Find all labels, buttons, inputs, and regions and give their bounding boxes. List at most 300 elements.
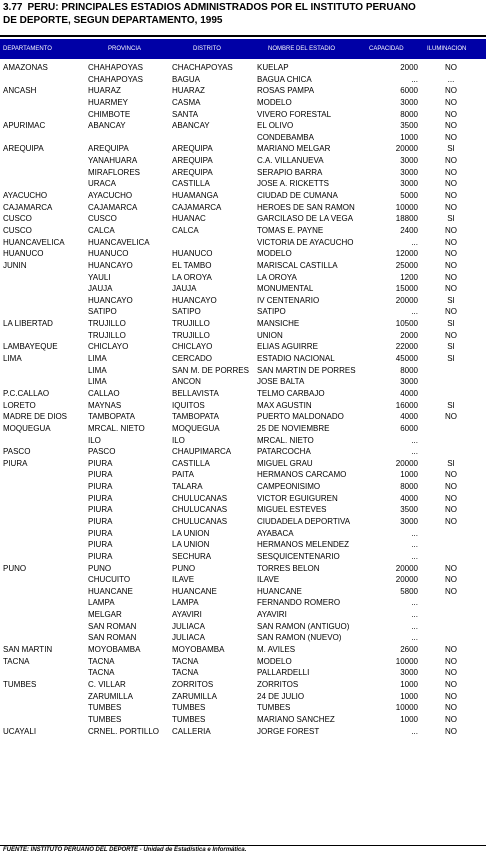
table-row (0, 190, 486, 202)
iluminacion-cell: NO (445, 575, 457, 585)
provincia-cell: SATIPO (88, 307, 117, 317)
table-row (0, 644, 486, 656)
departamento-cell: LAMBAYEQUE (3, 342, 58, 352)
departamento-cell: HUANCAVELICA (3, 237, 65, 247)
table-row (0, 597, 486, 609)
provincia-cell: PUNO (88, 563, 112, 573)
capacidad-cell: 1200 (400, 272, 418, 282)
provincia-cell: CUSCO (88, 214, 117, 224)
distrito-cell: ZORRITOS (172, 679, 214, 689)
provincia-cell: PASCO (88, 447, 116, 457)
estadio-cell: MONUMENTAL (257, 284, 314, 294)
iluminacion-cell: NO (445, 563, 457, 573)
iluminacion-cell: NO (445, 516, 457, 526)
capacidad-cell: ... (411, 74, 418, 84)
table-row (0, 74, 486, 86)
distrito-cell: TUMBES (172, 714, 206, 724)
distrito-cell: BELLAVISTA (172, 388, 219, 398)
departamento-cell: LA LIBERTAD (3, 319, 53, 329)
estadio-cell: CAMPEONISIMO (257, 482, 321, 492)
estadio-cell: SESQUICENTENARIO (257, 551, 340, 561)
capacidad-cell: 10000 (395, 703, 418, 713)
iluminacion-cell: NO (445, 505, 457, 515)
distrito-cell: ABANCAY (172, 121, 210, 131)
distrito-cell: AYAVIRI (172, 610, 202, 620)
provincia-cell: HUANCAYO (88, 295, 133, 305)
capacidad-cell: ... (411, 610, 418, 620)
estadio-cell: ELIAS AGUIRRE (257, 342, 318, 352)
provincia-cell: MOYOBAMBA (88, 645, 141, 655)
capacidad-cell: 4000 (400, 412, 418, 422)
table-row (0, 481, 486, 493)
provincia-cell: AYACUCHO (88, 191, 133, 201)
distrito-cell: PUNO (172, 563, 196, 573)
header-capacidad: CAPACIDAD (369, 46, 404, 52)
iluminacion-cell: NO (445, 586, 457, 596)
departamento-cell: UCAYALI (3, 726, 37, 736)
departamento-cell: LORETO (3, 400, 36, 410)
distrito-cell: PAITA (172, 470, 194, 480)
capacidad-cell: 3000 (400, 97, 418, 107)
provincia-cell: HUANCAYO (88, 260, 133, 270)
provincia-cell: CAJAMARCA (88, 202, 138, 212)
provincia-cell: TRUJILLO (88, 319, 126, 329)
estadio-cell: SERAPIO BARRA (257, 167, 323, 177)
distrito-cell: TRUJILLO (172, 330, 210, 340)
provincia-cell: HUANCANE (88, 586, 133, 596)
capacidad-cell: 8000 (400, 109, 418, 119)
distrito-cell: HUAMANGA (172, 191, 219, 201)
table-row (0, 132, 486, 144)
distrito-cell: EL TAMBO (172, 260, 212, 270)
table-title (3, 1, 483, 27)
iluminacion-cell: NO (445, 714, 457, 724)
distrito-cell: LA UNION (172, 540, 210, 550)
iluminacion-cell: NO (445, 132, 457, 142)
distrito-cell: CAJAMARCA (172, 202, 222, 212)
distrito-cell: JULIACA (172, 633, 205, 643)
provincia-cell: MELGAR (88, 610, 122, 620)
provincia-cell: HUARAZ (88, 86, 121, 96)
iluminacion-cell: NO (445, 97, 457, 107)
capacidad-cell: 20000 (395, 458, 418, 468)
table-row (0, 306, 486, 318)
capacidad-cell: 4000 (400, 493, 418, 503)
estadio-cell: MIGUEL ESTEVES (257, 505, 327, 515)
table-row (0, 551, 486, 563)
distrito-cell: AREQUIPA (172, 144, 213, 154)
estadio-cell: PATARCOCHA (257, 447, 311, 457)
provincia-cell: SAN ROMAN (88, 621, 137, 631)
title-line-2: DE DEPORTE, SEGUN DEPARTAMENTO, 1995 (3, 15, 223, 26)
provincia-cell: HUANUCO (88, 249, 129, 259)
distrito-cell: CHULUCANAS (172, 516, 228, 526)
distrito-cell: TALARA (172, 482, 203, 492)
distrito-cell: SATIPO (172, 307, 201, 317)
table-row (0, 62, 486, 74)
iluminacion-cell: NO (445, 645, 457, 655)
distrito-cell: HUARAZ (172, 86, 205, 96)
table-row (0, 341, 486, 353)
iluminacion-cell: NO (445, 202, 457, 212)
iluminacion-cell: SI (447, 342, 455, 352)
iluminacion-cell: SI (447, 400, 455, 410)
estadio-cell: PALLARDELLI (257, 668, 310, 678)
iluminacion-cell: NO (445, 412, 457, 422)
distrito-cell: HUANUCO (172, 249, 213, 259)
departamento-cell: MOQUEGUA (3, 423, 51, 433)
iluminacion-cell: NO (445, 284, 457, 294)
estadio-cell: LA OROYA (257, 272, 297, 282)
distrito-cell: TACNA (172, 668, 199, 678)
estadio-cell: CONDEBAMBA (257, 132, 314, 142)
distrito-cell: CERCADO (172, 354, 213, 364)
header-departamento: DEPARTAMENTO (3, 46, 52, 52)
table-row (0, 388, 486, 400)
provincia-cell: PIURA (88, 470, 113, 480)
estadio-cell: MAX AGUSTIN (257, 400, 312, 410)
provincia-cell: ZARUMILLA (88, 691, 133, 701)
departamento-cell: TACNA (3, 656, 30, 666)
provincia-cell: TACNA (88, 656, 115, 666)
provincia-cell: LAMPA (88, 598, 115, 608)
header-provincia: PROVINCIA (108, 46, 142, 52)
table-row (0, 586, 486, 598)
table-row (0, 237, 486, 249)
capacidad-cell: 12000 (395, 249, 418, 259)
iluminacion-cell: NO (445, 167, 457, 177)
table-row (0, 504, 486, 516)
iluminacion-cell: SI (447, 214, 455, 224)
distrito-cell: CALCA (172, 225, 199, 235)
iluminacion-cell: SI (447, 319, 455, 329)
estadio-cell: VIVERO FORESTAL (257, 109, 332, 119)
capacidad-cell: 5800 (400, 586, 418, 596)
provincia-cell: ABANCAY (88, 121, 126, 131)
capacidad-cell: 20000 (395, 575, 418, 585)
bottom-rule (0, 845, 486, 846)
iluminacion-cell: SI (447, 295, 455, 305)
distrito-cell: CHULUCANAS (172, 505, 228, 515)
provincia-cell: CHICLAYO (88, 342, 129, 352)
capacidad-cell: 3000 (400, 179, 418, 189)
capacidad-cell: 1000 (400, 691, 418, 701)
distrito-cell: MOYOBAMBA (172, 645, 225, 655)
distrito-cell: ILO (172, 435, 185, 445)
table-row (0, 109, 486, 121)
departamento-cell: CUSCO (3, 214, 32, 224)
table-row (0, 563, 486, 575)
distrito-cell: CHICLAYO (172, 342, 213, 352)
capacidad-cell: 1000 (400, 714, 418, 724)
distrito-cell: CASTILLA (172, 458, 210, 468)
estadio-cell: SAN RAMON (NUEVO) (257, 633, 342, 643)
distrito-cell: SANTA (172, 109, 199, 119)
estadio-cell: C.A. VILLANUEVA (257, 156, 324, 166)
estadio-cell: MARIANO SANCHEZ (257, 714, 335, 724)
iluminacion-cell: NO (445, 272, 457, 282)
capacidad-cell: 8000 (400, 482, 418, 492)
estadio-cell: MANSICHE (257, 319, 300, 329)
iluminacion-cell: SI (447, 354, 455, 364)
header-iluminacion: ILUMINACION (427, 46, 467, 52)
table-row (0, 446, 486, 458)
estadio-cell: TUMBES (257, 703, 291, 713)
iluminacion-cell: NO (445, 493, 457, 503)
estadio-cell: MIGUEL GRAU (257, 458, 313, 468)
capacidad-cell: 2400 (400, 225, 418, 235)
table-row (0, 632, 486, 644)
estadio-cell: MODELO (257, 97, 292, 107)
distrito-cell: LA UNION (172, 528, 210, 538)
estadio-cell: SAN MARTIN DE PORRES (257, 365, 356, 375)
capacidad-cell: ... (411, 540, 418, 550)
distrito-cell: CHAUPIMARCA (172, 447, 232, 457)
capacidad-cell: 2000 (400, 330, 418, 340)
iluminacion-cell: NO (445, 330, 457, 340)
capacidad-cell: 4000 (400, 388, 418, 398)
capacidad-cell: ... (411, 551, 418, 561)
provincia-cell: AREQUIPA (88, 144, 129, 154)
iluminacion-cell: NO (445, 703, 457, 713)
provincia-cell: CHIMBOTE (88, 109, 131, 119)
capacidad-cell: 2600 (400, 645, 418, 655)
distrito-cell: LAMPA (172, 598, 199, 608)
capacidad-cell: 16000 (395, 400, 418, 410)
table-row (0, 318, 486, 330)
departamento-cell: AMAZONAS (3, 63, 48, 72)
estadio-cell: IV CENTENARIO (257, 295, 320, 305)
table-row (0, 225, 486, 237)
departamento-cell: PIURA (3, 458, 28, 468)
estadio-cell: JOSE BALTA (257, 377, 305, 387)
distrito-cell: TAMBOPATA (172, 412, 219, 422)
table-row (0, 213, 486, 225)
capacidad-cell: ... (411, 598, 418, 608)
capacidad-cell: ... (411, 447, 418, 457)
capacidad-cell: ... (411, 237, 418, 247)
estadio-cell: TOMAS E. PAYNE (257, 225, 324, 235)
capacidad-cell: 3000 (400, 156, 418, 166)
table-row (0, 656, 486, 668)
provincia-cell: MRCAL. NIETO (88, 423, 145, 433)
source-footnote: FUENTE: INSTITUTO PERUANO DEL DEPORTE - Unidad de Estadística e Informática. (3, 847, 247, 853)
distrito-cell: ZARUMILLA (172, 691, 217, 701)
iluminacion-cell: NO (445, 156, 457, 166)
provincia-cell: CHAHAPOYAS (88, 74, 143, 84)
distrito-cell: JAUJA (172, 284, 197, 294)
table-row (0, 155, 486, 167)
departamento-cell: JUNIN (3, 260, 27, 270)
capacidad-cell: 20000 (395, 563, 418, 573)
capacidad-cell: ... (411, 621, 418, 631)
provincia-cell: CHUCUITO (88, 575, 131, 585)
provincia-cell: TUMBES (88, 714, 122, 724)
capacidad-cell: 15000 (395, 284, 418, 294)
table-row (0, 97, 486, 109)
capacidad-cell: 25000 (395, 260, 418, 270)
provincia-cell: PIURA (88, 540, 113, 550)
estadio-cell: SAN RAMON (ANTIGUO) (257, 621, 350, 631)
departamento-cell: MADRE DE DIOS (3, 412, 68, 422)
capacidad-cell: 20000 (395, 144, 418, 154)
table-row (0, 702, 486, 714)
capacidad-cell: 18800 (395, 214, 418, 224)
estadio-cell: CIUDADELA DEPORTIVA (257, 516, 351, 526)
estadio-cell: MODELO (257, 249, 292, 259)
capacidad-cell: 10000 (395, 656, 418, 666)
iluminacion-cell: NO (445, 121, 457, 131)
iluminacion-cell: NO (445, 225, 457, 235)
table-number: 3.77 (3, 2, 23, 13)
capacidad-cell: 3000 (400, 516, 418, 526)
provincia-cell: TAMBOPATA (88, 412, 135, 422)
iluminacion-cell: NO (445, 237, 457, 247)
capacidad-cell: 3500 (400, 121, 418, 131)
table-row (0, 120, 486, 132)
provincia-cell: JAUJA (88, 284, 113, 294)
provincia-cell: MAYNAS (88, 400, 122, 410)
table-row (0, 469, 486, 481)
estadio-cell: MARISCAL CASTILLA (257, 260, 338, 270)
distrito-cell: MOQUEGUA (172, 423, 220, 433)
capacidad-cell: ... (411, 528, 418, 538)
departamento-cell: PUNO (3, 563, 27, 573)
table-row (0, 435, 486, 447)
title-line-1: PERU: PRINCIPALES ESTADIOS ADMINISTRADOS POR EL INSTITUTO PERUANO (27, 2, 416, 13)
distrito-cell: IQUITOS (172, 400, 205, 410)
iluminacion-cell: NO (445, 470, 457, 480)
estadio-cell: HEROES DE SAN RAMON (257, 202, 355, 212)
capacidad-cell: 1000 (400, 470, 418, 480)
capacidad-cell: 5000 (400, 191, 418, 201)
table-row (0, 691, 486, 703)
distrito-cell: SECHURA (172, 551, 212, 561)
estadio-cell: MODELO (257, 656, 292, 666)
estadio-cell: ESTADIO NACIONAL (257, 354, 335, 364)
table-header (0, 39, 486, 59)
distrito-cell: ILAVE (172, 575, 195, 585)
departamento-cell: SAN MARTIN (3, 645, 53, 655)
table-row (0, 621, 486, 633)
iluminacion-cell: NO (445, 63, 457, 72)
table-body (0, 62, 486, 737)
table-row (0, 679, 486, 691)
estadio-cell: JORGE FOREST (257, 726, 320, 736)
capacidad-cell: 10500 (395, 319, 418, 329)
provincia-cell: URACA (88, 179, 117, 189)
provincia-cell: PIURA (88, 493, 113, 503)
estadio-cell: GARCILASO DE LA VEGA (257, 214, 354, 224)
estadio-cell: BAGUA CHICA (257, 74, 312, 84)
estadio-cell: HUANCANE (257, 586, 302, 596)
estadio-cell: ILAVE (257, 575, 280, 585)
iluminacion-cell: NO (445, 691, 457, 701)
table-row (0, 295, 486, 307)
estadio-cell: HERMANOS MELENDEZ (257, 540, 350, 550)
distrito-cell: TUMBES (172, 703, 206, 713)
departamento-cell: LIMA (3, 354, 22, 364)
estadio-cell: VICTOR EGUIGUREN (257, 493, 338, 503)
provincia-cell: PIURA (88, 458, 113, 468)
capacidad-cell: ... (411, 726, 418, 736)
iluminacion-cell: NO (445, 482, 457, 492)
capacidad-cell: 3000 (400, 668, 418, 678)
distrito-cell: TACNA (172, 656, 199, 666)
provincia-cell: CALLAO (88, 388, 120, 398)
table-row (0, 574, 486, 586)
departamento-cell: AYACUCHO (3, 191, 48, 201)
departamento-cell: HUANUCO (3, 249, 44, 259)
provincia-cell: TRUJILLO (88, 330, 126, 340)
estadio-cell: EL OLIVO (257, 121, 294, 131)
provincia-cell: HUANCAVELICA (88, 237, 150, 247)
iluminacion-cell: NO (445, 656, 457, 666)
distrito-cell: CHULUCANAS (172, 493, 228, 503)
distrito-cell: HUANCAYO (172, 295, 217, 305)
capacidad-cell: 6000 (400, 423, 418, 433)
capacidad-cell: 3500 (400, 505, 418, 515)
provincia-cell: LIMA (88, 365, 107, 375)
capacidad-cell: 1000 (400, 679, 418, 689)
estadio-cell: TORRES BELON (257, 563, 320, 573)
provincia-cell: LIMA (88, 377, 107, 387)
departamento-cell: CUSCO (3, 225, 32, 235)
top-rule (0, 35, 486, 37)
distrito-cell: AREQUIPA (172, 156, 213, 166)
provincia-cell: MIRAFLORES (88, 167, 141, 177)
capacidad-cell: 1000 (400, 132, 418, 142)
distrito-cell: JULIACA (172, 621, 205, 631)
estadio-cell: JOSE A. RICKETTS (257, 179, 330, 189)
provincia-cell: PIURA (88, 482, 113, 492)
estadio-cell: VICTORIA DE AYACUCHO (257, 237, 354, 247)
capacidad-cell: ... (411, 435, 418, 445)
departamento-cell: APURIMAC (3, 121, 46, 131)
distrito-cell: AREQUIPA (172, 167, 213, 177)
distrito-cell: CALLERIA (172, 726, 211, 736)
estadio-cell: CIUDAD DE CUMANA (257, 191, 338, 201)
distrito-cell: LA OROYA (172, 272, 212, 282)
distrito-cell: CASMA (172, 97, 201, 107)
estadio-cell: PUERTO MALDONADO (257, 412, 344, 422)
estadio-cell: AYABACA (257, 528, 294, 538)
capacidad-cell: ... (411, 633, 418, 643)
capacidad-cell: 6000 (400, 86, 418, 96)
table-row (0, 283, 486, 295)
iluminacion-cell: NO (445, 260, 457, 270)
estadio-cell: MARIANO MELGAR (257, 144, 331, 154)
departamento-cell: TUMBES (3, 679, 37, 689)
estadio-cell: AYAVIRI (257, 610, 287, 620)
estadio-cell: TELMO CARBAJO (257, 388, 325, 398)
table-row (0, 528, 486, 540)
capacidad-cell: 20000 (395, 295, 418, 305)
provincia-cell: PIURA (88, 528, 113, 538)
estadio-cell: FERNANDO ROMERO (257, 598, 341, 608)
iluminacion-cell: SI (447, 458, 455, 468)
iluminacion-cell: NO (445, 86, 457, 96)
distrito-cell: TRUJILLO (172, 319, 210, 329)
capacidad-cell: 3000 (400, 167, 418, 177)
capacidad-cell: 45000 (395, 354, 418, 364)
table-row (0, 667, 486, 679)
iluminacion-cell: NO (445, 191, 457, 201)
iluminacion-cell: NO (445, 109, 457, 119)
table-row (0, 330, 486, 342)
table-row (0, 539, 486, 551)
table-row (0, 400, 486, 412)
